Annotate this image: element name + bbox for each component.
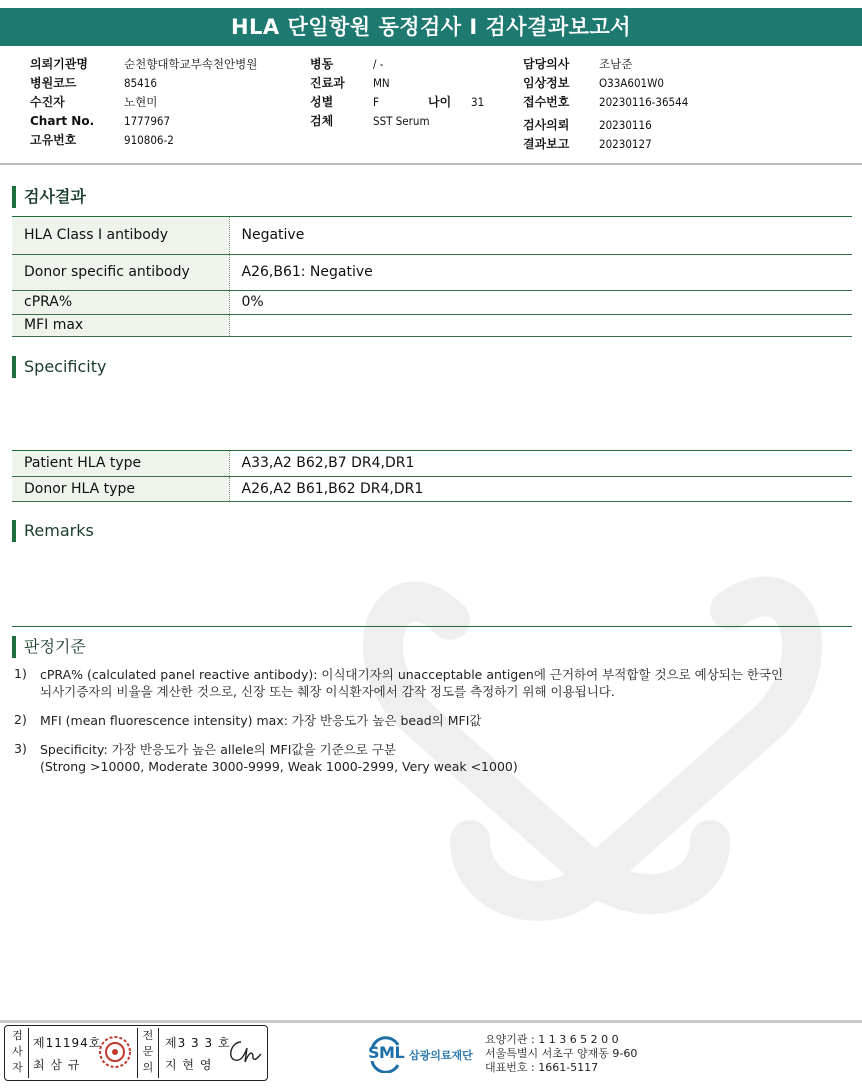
criteria-text: 뇌사기증자의 비율을 계산한 것으로, 신장 또는 췌장 이식환자에서 감작 정도를 측정하기 위해 이용됩니다. — [40, 684, 615, 699]
ward-label: 병동 — [310, 57, 334, 71]
unique-id-value: 910806-2 — [124, 133, 174, 147]
criteria-text: MFI (mean fluorescence intensity) max: 가장 반응도가 높은 bead의 MFI값 — [40, 713, 482, 728]
age-label: 나이 — [428, 95, 452, 109]
org-name: 삼광의료재단 — [409, 1049, 473, 1062]
results-heading: 검사결과 — [12, 186, 86, 208]
requesting-institution-value: 순천향대학교부속천안병원 — [124, 57, 258, 71]
sml-logo-text: SML — [368, 1043, 405, 1062]
age-value: 31 — [471, 95, 485, 109]
specimen-label: 검체 — [310, 114, 334, 128]
result-label: Donor specific antibody — [12, 254, 229, 290]
unique-id-label: 고유번호 — [30, 133, 77, 147]
criteria-number: 3) — [14, 741, 27, 756]
hospital-code-value: 85416 — [124, 76, 157, 90]
criteria-text: Specificity: 가장 반응도가 높은 allele의 MFI값을 기준으로 구분 — [40, 742, 396, 757]
signature-box — [4, 1025, 268, 1081]
test-request-value: 20230116 — [599, 118, 652, 132]
hla-type-value: A26,A2 B61,B62 DR4,DR1 — [229, 476, 852, 501]
table-row — [12, 451, 852, 476]
result-value: A26,B61: Negative — [229, 254, 852, 290]
chart-no-label: Chart No. — [30, 114, 95, 128]
ward-value: / - — [373, 57, 384, 71]
hla-type-label: Donor HLA type — [12, 476, 229, 501]
department-label: 진료과 — [310, 76, 345, 90]
patient-info-col3 — [523, 55, 688, 154]
patient-name-label: 수진자 — [30, 95, 65, 109]
criteria-list — [14, 666, 834, 787]
reviewer-role: 전문의 — [137, 1028, 159, 1078]
result-label: MFI max — [12, 314, 229, 336]
result-value: 0% — [229, 290, 852, 314]
sex-label: 성별 — [310, 95, 334, 109]
reviewer-name: 지 현 영 — [165, 1058, 213, 1072]
examiner-id: 제11194호 — [33, 1036, 102, 1050]
result-value — [229, 314, 852, 336]
remarks-heading: Remarks — [12, 520, 94, 542]
hospital-code-label: 병원코드 — [30, 76, 77, 90]
list-item — [14, 666, 834, 700]
criteria-text: (Strong >10000, Moderate 3000-9999, Weak 1000-2999, Very weak <1000) — [40, 759, 518, 774]
table-row — [12, 217, 852, 254]
table-row — [12, 254, 852, 290]
info-divider — [0, 163, 862, 165]
table-row — [12, 314, 852, 336]
requesting-institution-label: 의뢰기관명 — [30, 57, 88, 71]
criteria-text: cPRA% (calculated panel reactive antibody): 이식대기자의 unacceptable antigen에 근거하여 부적합할 것으로 예상되는 한국인 — [40, 667, 784, 682]
criteria-number: 1) — [14, 666, 27, 681]
table-row — [12, 290, 852, 314]
specificity-heading: Specificity — [12, 356, 106, 378]
examiner-name: 최 삼 규 — [33, 1058, 81, 1072]
report-title: HLA 단일항원 동정검사 I 검사결과보고서 — [0, 8, 862, 46]
result-value: Negative — [229, 217, 852, 254]
list-item — [14, 712, 834, 729]
list-item — [14, 741, 834, 775]
patient-info-col1 — [30, 55, 257, 150]
attending-physician-label: 담당의사 — [523, 57, 570, 71]
hla-type-label: Patient HLA type — [12, 451, 229, 476]
clinical-info-value: O33A601W0 — [599, 76, 664, 90]
org-address: 서울특별시 서초구 양재동 9-60 — [485, 1047, 638, 1060]
footer-divider — [0, 1020, 862, 1023]
org-info — [485, 1033, 637, 1075]
chart-no-value: 1777967 — [124, 114, 171, 128]
results-table — [12, 217, 852, 337]
result-label: cPRA% — [12, 290, 229, 314]
seal-stamp-icon — [97, 1034, 133, 1070]
result-label: HLA Class I antibody — [12, 217, 229, 254]
remarks-bottom-rule — [12, 626, 852, 627]
criteria-heading: 판정기준 — [12, 636, 86, 658]
receipt-no-value: 20230116-36544 — [599, 95, 689, 109]
hla-type-value: A33,A2 B62,B7 DR4,DR1 — [229, 451, 852, 476]
result-report-value: 20230127 — [599, 137, 652, 151]
result-report-label: 결과보고 — [523, 137, 570, 151]
attending-physician-value: 조남준 — [599, 57, 633, 71]
org-code: 요양기관 : 1 1 3 6 5 2 0 0 — [485, 1033, 619, 1046]
specimen-value: SST Serum — [373, 114, 430, 128]
criteria-number: 2) — [14, 712, 27, 727]
hla-type-table — [12, 451, 852, 502]
patient-info — [0, 55, 862, 163]
receipt-no-label: 접수번호 — [523, 95, 570, 109]
signature-icon — [225, 1036, 263, 1068]
clinical-info-label: 임상정보 — [523, 76, 570, 90]
patient-name-value: 노현미 — [124, 95, 158, 109]
examiner-role: 검사자 — [7, 1028, 29, 1078]
patient-info-col2 — [310, 55, 484, 131]
sex-value: F — [373, 95, 379, 109]
reviewer-id: 제3 3 3 호 — [165, 1036, 231, 1050]
test-request-label: 검사의뢰 — [523, 118, 570, 132]
department-value: MN — [373, 76, 390, 90]
table-row — [12, 476, 852, 501]
org-phone: 대표번호 : 1661-5117 — [485, 1061, 599, 1074]
